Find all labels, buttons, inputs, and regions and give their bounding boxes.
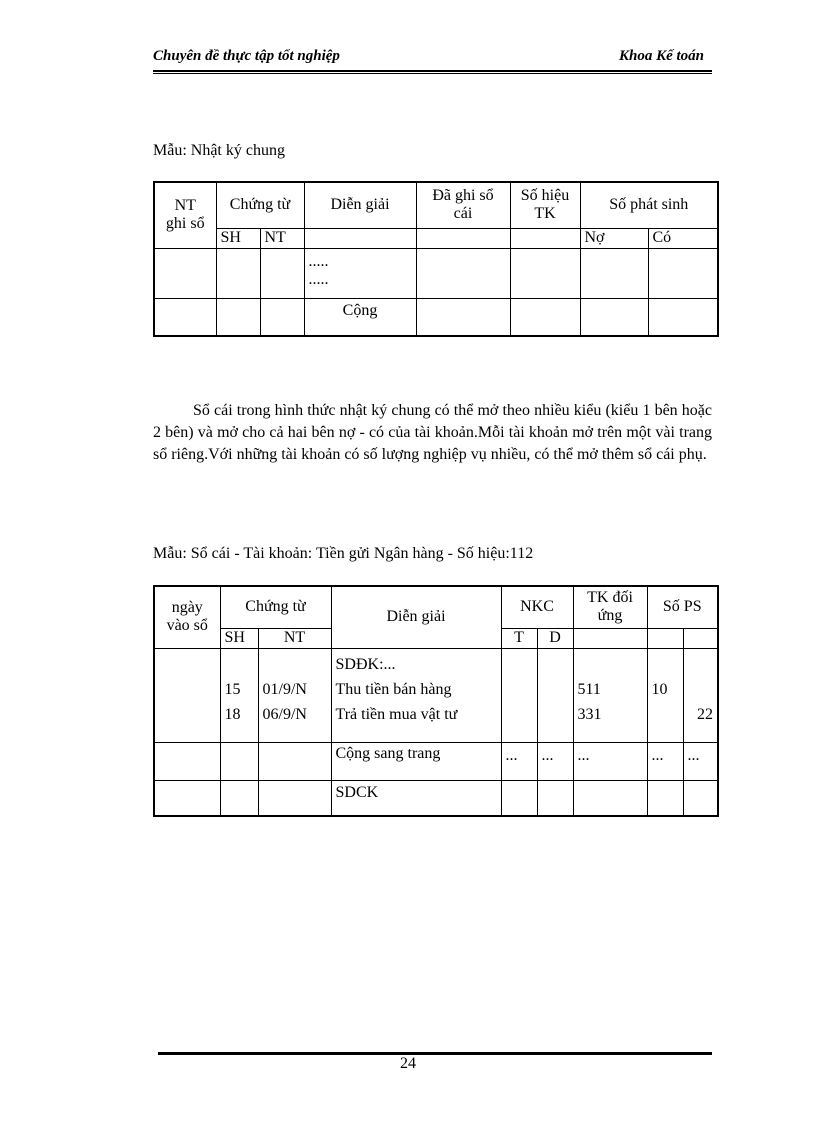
cell-empty (647, 780, 683, 816)
cell-empty (154, 248, 216, 298)
cell-empty (304, 228, 416, 248)
cell-empty (258, 742, 331, 780)
general-ledger-table (153, 585, 719, 817)
journal-header-row (154, 182, 718, 228)
header-thesis-title: Chuyên đề thực tập tốt nghiệp (153, 48, 340, 64)
cell-empty (537, 780, 573, 816)
cell-tk-list (573, 648, 647, 742)
cell-empty (260, 298, 304, 336)
ledger-closing-row (154, 780, 718, 816)
cell-empty (258, 780, 331, 816)
cell-empty (154, 742, 220, 780)
header-rule-thin (153, 73, 712, 74)
carry-label: Cộng sang trang (331, 742, 501, 780)
col-nkc: NKC (501, 586, 573, 628)
col-so-hieu-line2: TK (534, 205, 556, 223)
journal-total-row (154, 298, 718, 336)
cell-sh-list (220, 648, 258, 742)
cell-empty (647, 628, 683, 648)
cell-empty (154, 298, 216, 336)
cell-empty (154, 648, 220, 742)
general-journal-table (153, 181, 719, 337)
row2-desc: Trả tiền mua vật tư (335, 705, 458, 723)
row2-sh: 18 (224, 705, 241, 723)
col-no: Nợ (580, 228, 648, 248)
cell-empty (510, 228, 580, 248)
col-tk-line1: TK đối (587, 589, 633, 607)
cell-empty (648, 298, 718, 336)
col-nt-line1: NT (174, 197, 196, 215)
cell-empty (220, 742, 258, 780)
journal-caption: Mẫu: Nhật ký chung (153, 142, 285, 159)
header-rule (153, 70, 712, 72)
cell-empty (216, 298, 260, 336)
col-nt-ghi-so (154, 182, 216, 248)
col-nt-line2: ghi sổ (165, 215, 205, 233)
col-so-phat-sinh: Số phát sinh (580, 182, 718, 228)
col-ngay-line1: ngày (171, 599, 203, 617)
cell-empty (648, 248, 718, 298)
row2-nt: 06/9/N (262, 705, 307, 723)
col-chung-tu: Chứng từ (220, 586, 331, 628)
col-tk-doi-ung (573, 586, 647, 628)
opening-balance-label: SDĐK:... (335, 655, 396, 673)
cell-empty (216, 248, 260, 298)
header-department: Khoa Kế toán (618, 48, 704, 64)
col-da-ghi-so-cai (416, 182, 510, 228)
col-dien-giai: Diễn giải (304, 182, 416, 228)
cell-empty (501, 780, 537, 816)
cell-desc-list (331, 648, 501, 742)
cell-empty (683, 628, 718, 648)
col-d: D (537, 628, 573, 648)
journal-body-row (154, 248, 718, 298)
carry-credit: ... (683, 742, 718, 780)
cell-empty (154, 780, 220, 816)
col-so-hieu-tk (510, 182, 580, 228)
col-t: T (501, 628, 537, 648)
col-so-ps: Số PS (647, 586, 718, 628)
cell-credit-list (683, 648, 718, 742)
row2-tk: 331 (577, 705, 602, 723)
cell-empty (416, 298, 510, 336)
dots-line1: ..... (308, 252, 329, 270)
ledger-carry-row (154, 742, 718, 780)
journal-total-label: Cộng (304, 298, 416, 336)
row1-debit: 10 (651, 680, 668, 698)
col-ngay-line2: vào sổ (166, 617, 208, 635)
cell-debit-list (647, 648, 683, 742)
cell-empty (683, 780, 718, 816)
cell-nt-list (258, 648, 331, 742)
col-dien-giai: Diễn giải (331, 586, 501, 648)
carry-debit: ... (647, 742, 683, 780)
page-header (153, 48, 712, 70)
cell-empty (510, 248, 580, 298)
ledger-header-row (154, 586, 718, 628)
row1-sh: 15 (224, 680, 241, 698)
col-sh: SH (216, 228, 260, 248)
row2-credit: 22 (697, 705, 714, 723)
row1-tk: 511 (577, 680, 601, 698)
cell-dots (304, 248, 416, 298)
carry-t: ... (501, 742, 537, 780)
row1-nt: 01/9/N (262, 680, 307, 698)
ledger-body-row (154, 648, 718, 742)
cell-empty (573, 780, 647, 816)
body-paragraph (153, 400, 712, 466)
cell-empty (220, 780, 258, 816)
col-ngay-vao-so (154, 586, 220, 648)
col-nt: NT (260, 228, 304, 248)
col-chung-tu: Chứng từ (216, 182, 304, 228)
carry-tk: ... (573, 742, 647, 780)
dots-line2: ..... (308, 270, 329, 288)
ledger-caption: Mẫu: Sổ cái - Tài khoản: Tiền gửi Ngân hàng - Số hiệu:112 (153, 545, 534, 562)
cell-empty (501, 648, 537, 742)
cell-empty (537, 648, 573, 742)
cell-empty (580, 298, 648, 336)
col-so-hieu-line1: Số hiệu (520, 187, 570, 205)
cell-empty (580, 248, 648, 298)
carry-d: ... (537, 742, 573, 780)
col-sh: SH (220, 628, 258, 648)
closing-balance-label: SDCK (331, 780, 501, 816)
col-nt: NT (258, 628, 331, 648)
cell-empty (260, 248, 304, 298)
cell-empty (573, 628, 647, 648)
paragraph-text: Sổ cái trong hình thức nhật ký chung có thể mở theo nhiều kiểu (kiểu 1 bên hoặc 2 bên) và mở cho cả hai bên nợ - có của tài khoản.Mỗi tài khoản mở trên một vài trang sổ riêng.Với những tài khoản có số lượng nghiệp vụ nhiều, có thể mở thêm sổ cái phụ. (153, 402, 712, 463)
col-co: Có (648, 228, 718, 248)
cell-empty (416, 228, 510, 248)
col-da-ghi-line1: Đã ghi sổ (432, 187, 494, 205)
col-da-ghi-line2: cái (453, 205, 473, 223)
cell-empty (510, 298, 580, 336)
page-number: 24 (400, 1055, 416, 1072)
journal-subheader-row (154, 228, 718, 248)
cell-empty (416, 248, 510, 298)
col-tk-line2: ứng (597, 607, 623, 625)
row1-desc: Thu tiền bán hàng (335, 680, 452, 698)
